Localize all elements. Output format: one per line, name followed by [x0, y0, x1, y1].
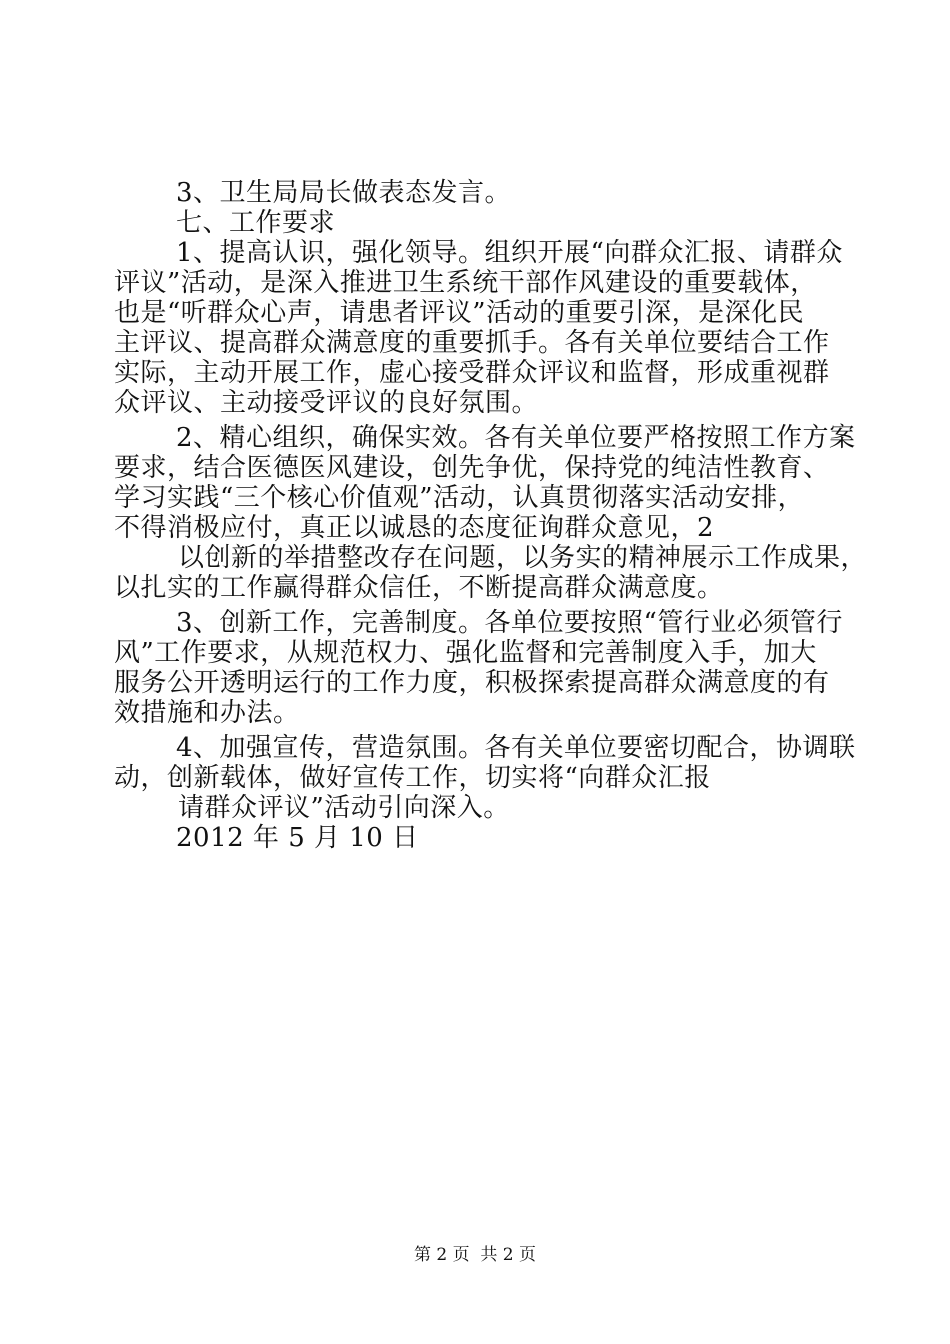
text-line: 也是“听群众心声，请患者评议”活动的重要引深，是深化民	[114, 298, 805, 328]
text-line: 学习实践“三个核心价值观”活动，认真贯彻落实活动安排，	[114, 483, 805, 513]
text-line: 不得消极应付，真正以诚恳的态度征询群众意见，2	[114, 513, 715, 543]
text-line: 2、精心组织，确保实效。各有关单位要严格按照工作方案	[176, 423, 856, 453]
text-line: 以创新的举措整改存在问题，以务实的精神展示工作成果，	[178, 543, 868, 573]
text-line: 3、卫生局局长做表态发言。	[176, 178, 512, 208]
text-line: 1、提高认识，强化领导。组织开展“向群众汇报、请群众	[176, 238, 843, 268]
text-line: 服务公开透明运行的工作力度，积极探索提高群众满意度的有	[114, 668, 830, 698]
text-line: 评议”活动，是深入推进卫生系统干部作风建设的重要载体，	[114, 268, 817, 298]
text-line: 3、创新工作，完善制度。各单位要按照“管行业必须管行	[176, 608, 843, 638]
text-line: 要求，结合医德医风建设，创先争优，保持党的纯洁性教育、	[114, 453, 830, 483]
text-line: 效措施和办法。	[114, 698, 300, 728]
text-line: 主评议、提高群众满意度的重要抓手。各有关单位要结合工作	[114, 328, 830, 358]
date-line: 2012 年 5 月 10 日	[176, 823, 419, 853]
text-line: 风”工作要求，从规范权力、强化监督和完善制度入手，加大	[114, 638, 817, 668]
text-line: 4、加强宣传，营造氛围。各有关单位要密切配合，协调联	[176, 733, 856, 763]
text-line: 以扎实的工作赢得群众信任，不断提高群众满意度。	[114, 573, 724, 603]
page-footer: 第 2 页 共 2 页	[413, 1245, 537, 1265]
text-line: 众评议、主动接受评议的良好氛围。	[114, 388, 539, 418]
text-line: 请群众评议”活动引向深入。	[178, 793, 510, 823]
section-heading: 七、工作要求	[176, 208, 336, 238]
text-line: 实际，主动开展工作，虚心接受群众评议和监督，形成重视群	[114, 358, 830, 388]
text-line: 动，创新载体，做好宣传工作，切实将“向群众汇报	[114, 763, 711, 793]
